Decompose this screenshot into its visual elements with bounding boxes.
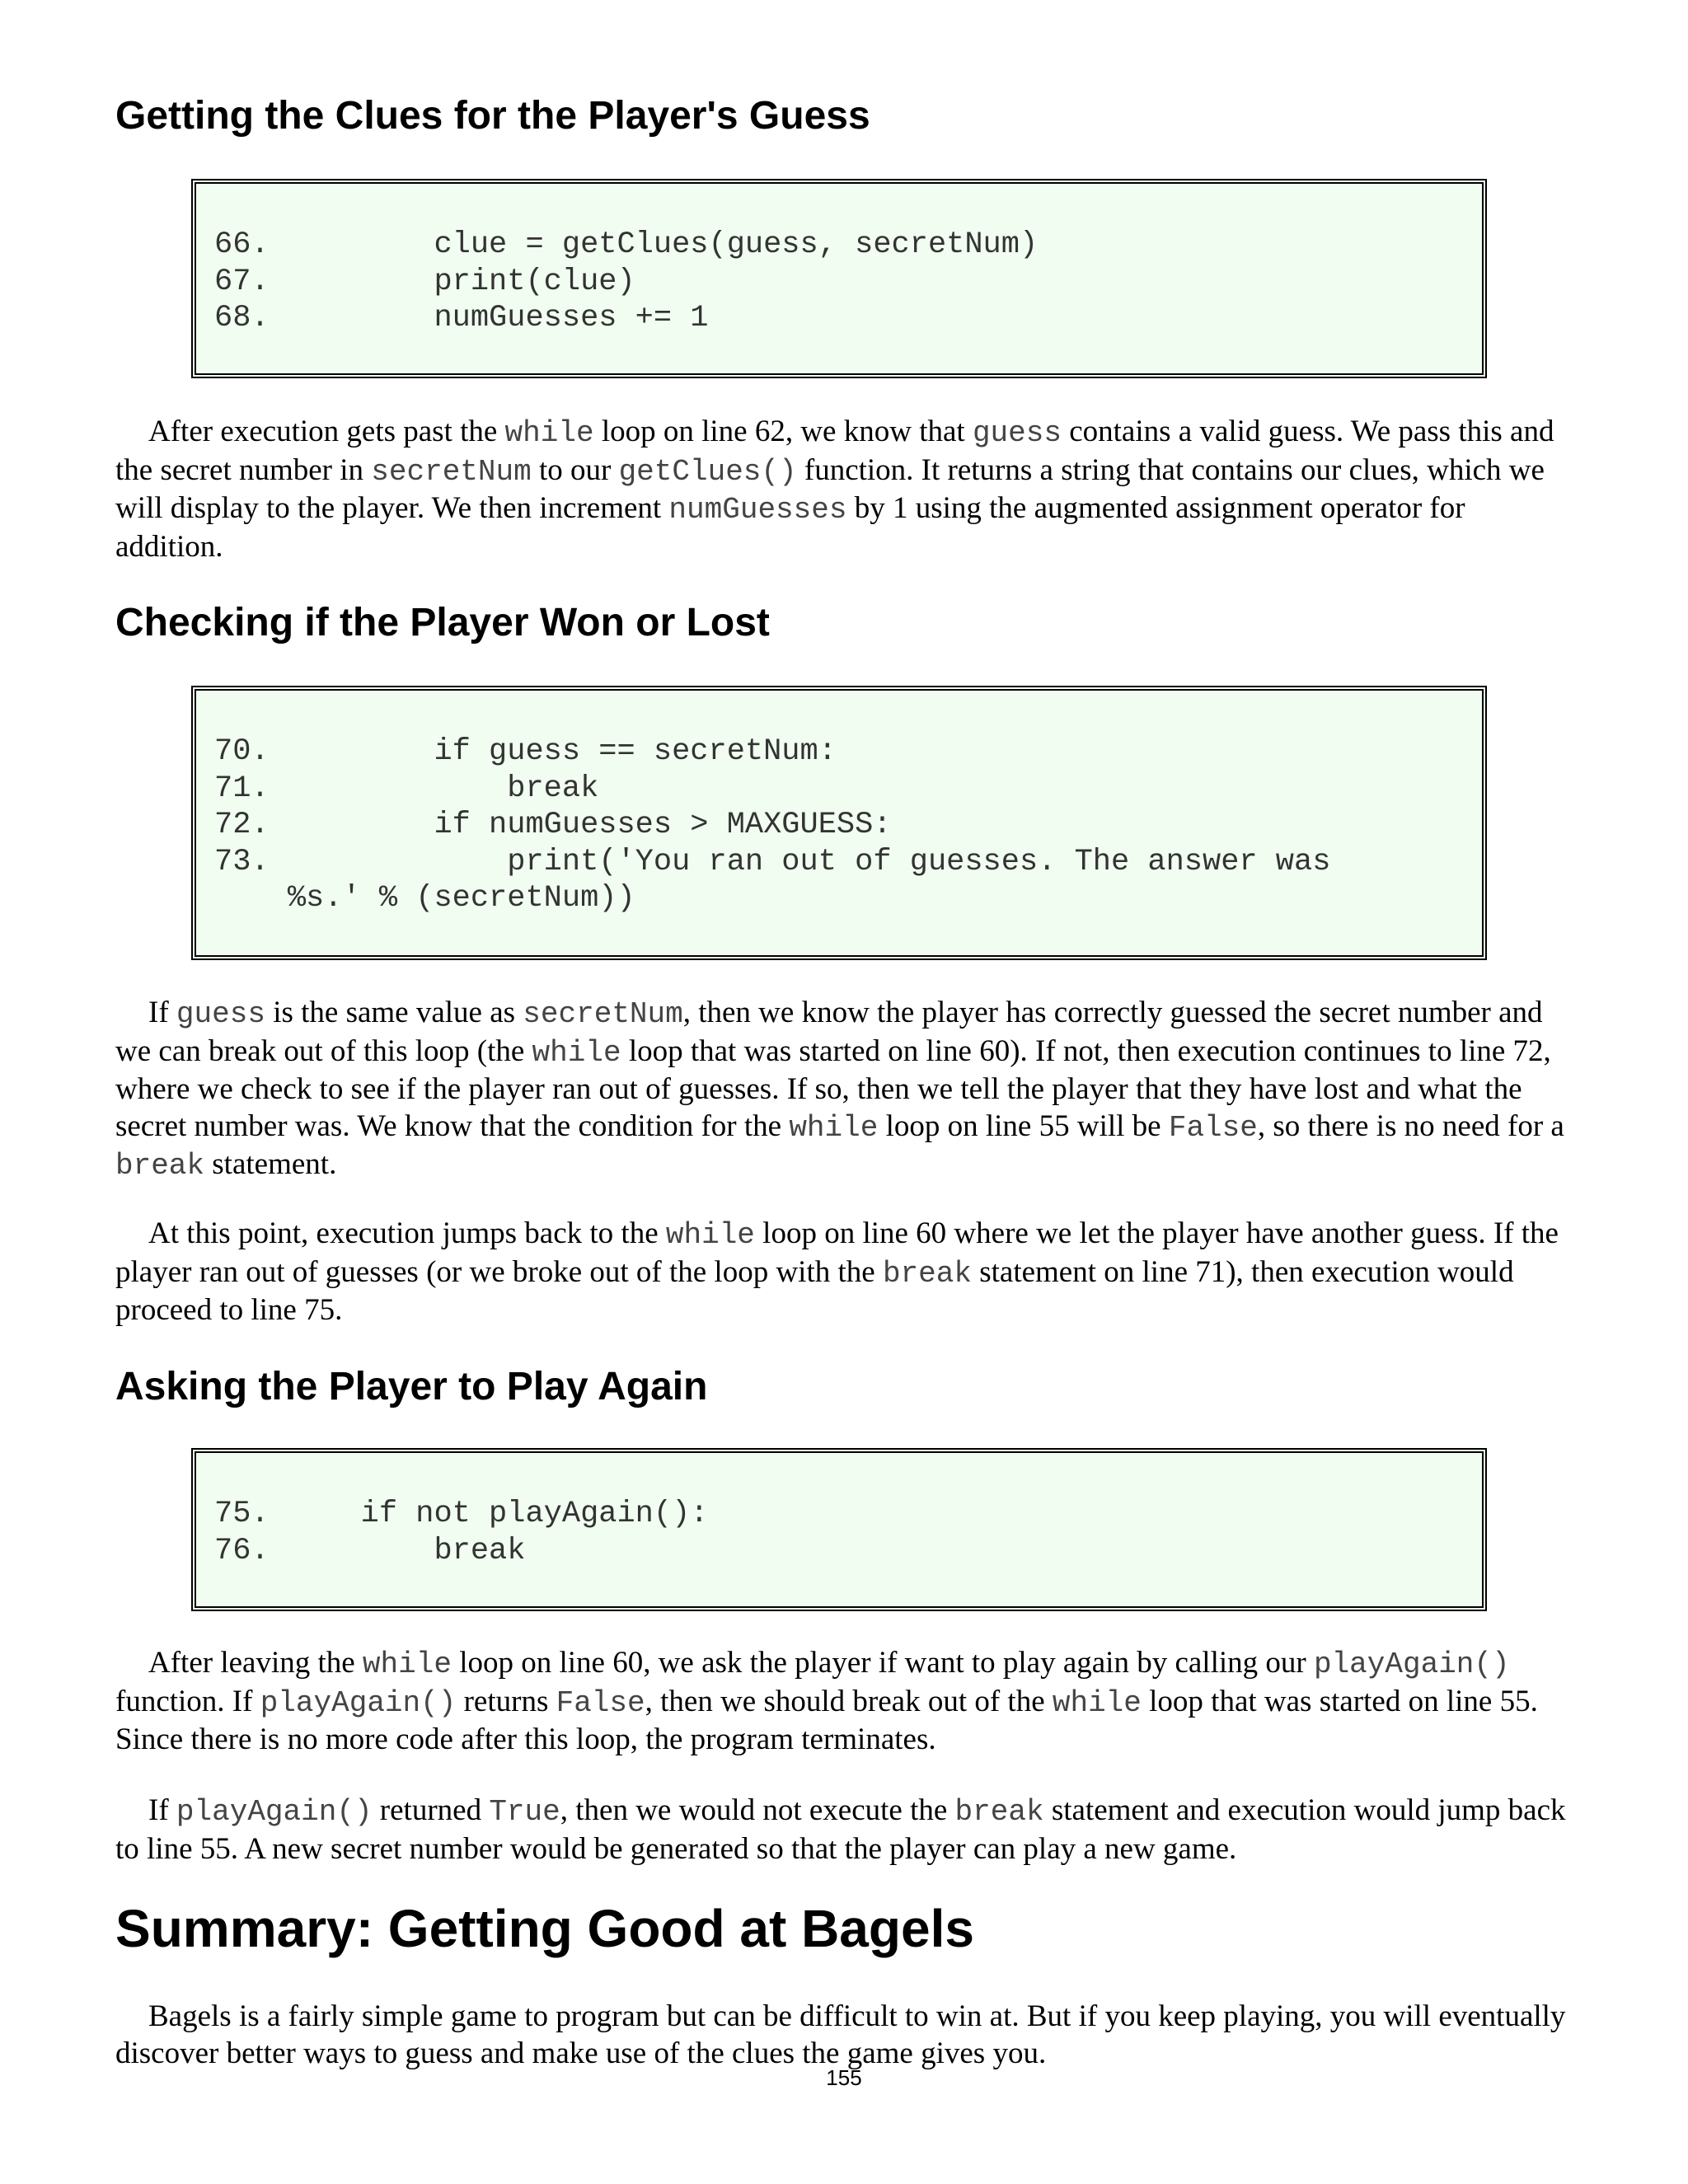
section-heading-play-again: Asking the Player to Play Again [115, 1365, 708, 1408]
code-text: 75. if not playAgain(): 76. break [214, 1497, 709, 1568]
chapter-heading-summary: Summary: Getting Good at Bagels [115, 1899, 974, 1958]
paragraph: Bagels is a fairly simple game to program but can be difficult to win at. But if you keep playing, you will eventually discover better ways to guess and make use of the clues the game gives you. [115, 1999, 1566, 2070]
paragraph: If playAgain() returned True, then we would not execute the break statement and execution would jump back to line 55. A new secret number would be generated so that the player can play a new game. [115, 1793, 1566, 1866]
code-text: 70. if guess == secretNum: 71. break 72. if numGuesses > MAXGUESS: 73. print('You ran out of guesses. The answer was %s.' % (secretNum)) [214, 734, 1331, 916]
section-heading-clues: Getting the Clues for the Player's Guess [115, 94, 870, 138]
paragraph: After leaving the while loop on line 60, we ask the player if want to play again by calling our playAgain() function. If playAgain() returns False, then we should break out of the while loop that was started on line 55. Since there is no more code after this loop, the program terminates. [115, 1646, 1538, 1756]
code-text: 66. clue = getClues(guess, secretNum) 67. print(clue) 68. numGuesses += 1 [214, 227, 1039, 335]
paragraph: After execution gets past the while loop on line 62, we know that guess contains a valid guess. We pass this and the secret number in secretNum to our getClues() function. It returns a string that contains our clues, which we will display to the player. We then increment numGuesses by 1 using the augmented assignment operator for addition. [115, 415, 1554, 564]
code-block-won-lost [191, 686, 1487, 960]
code-block-clues [191, 179, 1487, 378]
section-heading-won-lost: Checking if the Player Won or Lost [115, 601, 770, 644]
paragraph: At this point, execution jumps back to the while loop on line 60 where we let the player have another guess. If the player ran out of guesses (or we broke out of the loop with the break statement on line 71), then execution would proceed to line 75. [115, 1216, 1559, 1327]
paragraph: If guess is the same value as secretNum, then we know the player has correctly guessed the secret number and we can break out of this loop (the while loop that was started on line 60). If not, then execution continues to line 72, where we check to see if the player ran out of guesses. If so, then we tell the player that they have lost and what the secret number was. We know that the condition for the while loop on line 55 will be False, so there is no need for a break statement. [115, 996, 1564, 1183]
page-number: 155 [826, 2065, 862, 2090]
code-block-play-again [191, 1448, 1487, 1611]
